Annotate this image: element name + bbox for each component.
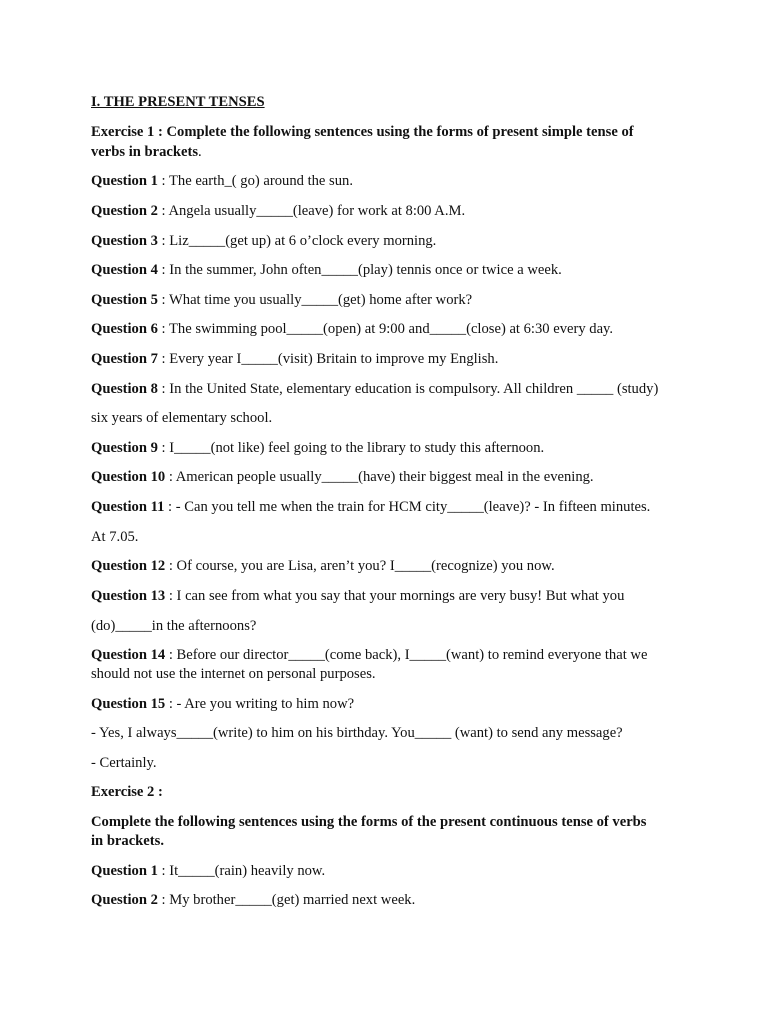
exercise1-question — [91, 500, 678, 515]
question-label: Question 10 — [91, 469, 166, 485]
question-label: Question 1 — [91, 863, 158, 879]
question-continuation: six years of elementary school. — [91, 410, 273, 426]
question-label: Question 9 — [91, 440, 158, 456]
question-text: : In the United State, elementary education is compulsory. All children _____ (study) — [157, 381, 659, 397]
exercise1-question — [91, 559, 678, 574]
question-text: : Every year I_____(visit) Britain to improve my English. — [157, 351, 499, 367]
exercise1-question — [91, 470, 678, 485]
question-label: Question 4 — [91, 262, 158, 278]
exercise1-heading-period: . — [198, 144, 202, 160]
question-text: : The earth_( go) around the sun. — [157, 173, 353, 189]
question-text: : My brother_____(get) married next week. — [157, 892, 416, 908]
exercise2-heading: Exercise 2 : — [91, 784, 163, 800]
exercise1-question — [91, 322, 678, 337]
question-continuation: (do)_____in the afternoons? — [91, 618, 257, 634]
question-label: Question 2 — [91, 892, 158, 908]
question-label: Question 6 — [91, 321, 158, 337]
question-text: : Angela usually_____(leave) for work at 8:00 A.M. — [157, 203, 466, 219]
question-label: Question 15 — [91, 696, 166, 712]
question-continuation: should not use the internet on personal purposes. — [91, 666, 376, 682]
exercise2-instruction-line2: in brackets. — [91, 833, 164, 849]
question-label: Question 12 — [91, 558, 166, 574]
exercise1-question — [91, 293, 678, 308]
section-title: I. THE PRESENT TENSES — [91, 94, 265, 110]
exercise2-question — [91, 893, 678, 908]
dialogue-line: - Certainly. — [91, 755, 157, 771]
dialogue-line: - Yes, I always_____(write) to him on his birthday. You_____ (want) to send any message? — [91, 725, 623, 741]
question-text: : - Are you writing to him now? — [165, 696, 355, 712]
exercise2-instruction-line1: Complete the following sentences using the forms of the present continuous tense of verbs — [91, 814, 647, 830]
question-text: : American people usually_____(have) their biggest meal in the evening. — [165, 469, 594, 485]
question-text: : Of course, you are Lisa, aren’t you? I_____(recognize) you now. — [165, 558, 555, 574]
question-continuation: At 7.05. — [91, 529, 139, 545]
question-label: Question 1 — [91, 173, 158, 189]
question-label: Question 3 — [91, 233, 158, 249]
exercise2-question — [91, 864, 678, 879]
question-label: Question 14 — [91, 647, 166, 663]
question-text: : What time you usually_____(get) home after work? — [157, 292, 473, 308]
question-label: Question 7 — [91, 351, 158, 367]
question-text: : In the summer, John often_____(play) tennis once or twice a week. — [157, 262, 562, 278]
exercise1-question — [91, 697, 678, 712]
question-text: : - Can you tell me when the train for HCM city_____(leave)? - In fifteen minutes. — [164, 499, 651, 515]
exercise1-question — [91, 589, 678, 604]
question-text: : The swimming pool_____(open) at 9:00 and_____(close) at 6:30 every day. — [157, 321, 614, 337]
question-label: Question 5 — [91, 292, 158, 308]
question-text: : It_____(rain) heavily now. — [157, 863, 326, 879]
exercise1-question — [91, 234, 678, 249]
question-text: : I can see from what you say that your mornings are very busy! But what you — [165, 588, 625, 604]
exercise1-question — [91, 382, 678, 397]
question-label: Question 13 — [91, 588, 166, 604]
question-label: Question 2 — [91, 203, 158, 219]
exercise1-question — [91, 352, 678, 367]
question-label: Question 11 — [91, 499, 165, 515]
question-text: : Liz_____(get up) at 6 o’clock every morning. — [157, 233, 437, 249]
exercise1-question — [91, 648, 678, 663]
exercise1-heading-line1: Exercise 1 : Complete the following sentences using the forms of present simple tense of — [91, 124, 634, 140]
exercise1-heading-text: verbs in brackets — [91, 144, 199, 160]
exercise1-question — [91, 263, 678, 278]
exercise1-question — [91, 441, 678, 456]
exercise1-heading-line2 — [91, 145, 678, 160]
question-label: Question 8 — [91, 381, 158, 397]
exercise1-question — [91, 204, 678, 219]
exercise1-question — [91, 174, 678, 189]
question-text: : Before our director_____(come back), I_____(want) to remind everyone that we — [165, 647, 648, 663]
question-text: : I_____(not like) feel going to the library to study this afternoon. — [157, 440, 545, 456]
